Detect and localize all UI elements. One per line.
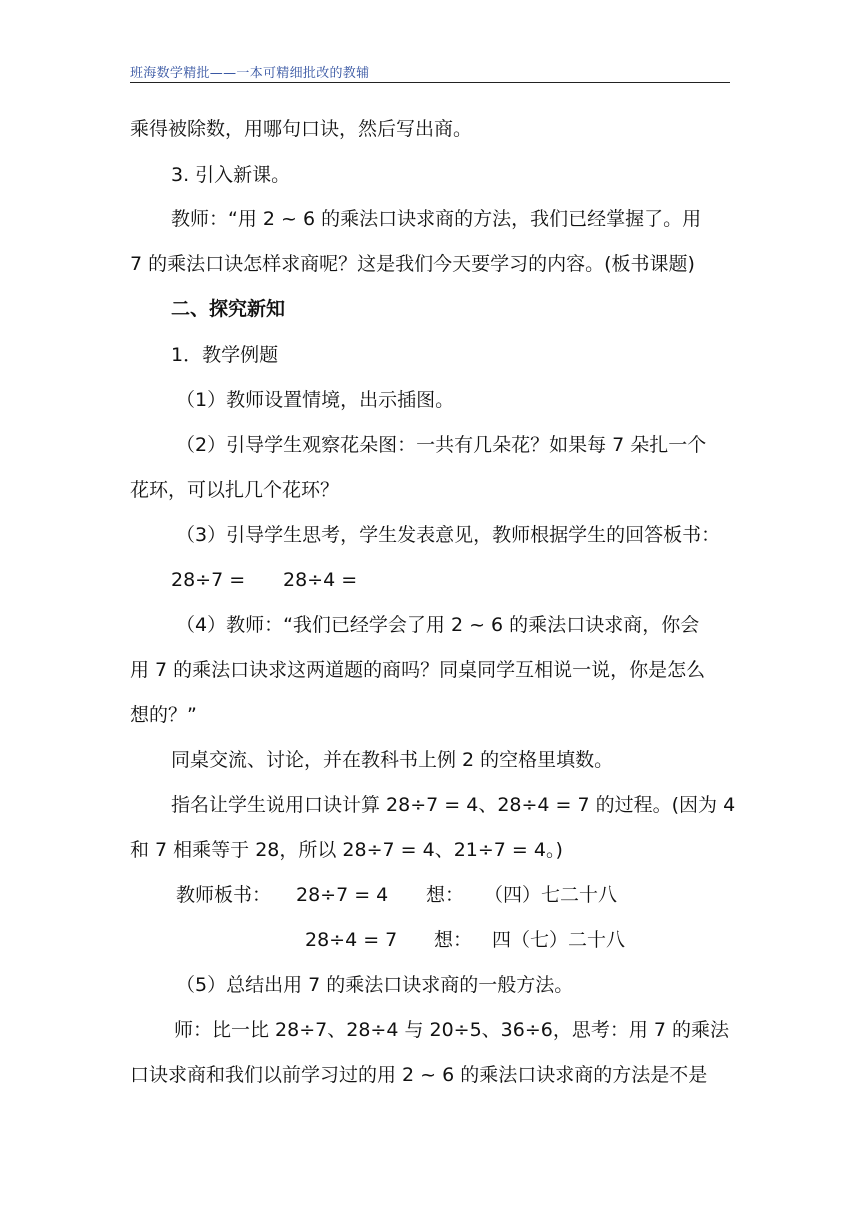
text-line: 1．教学例题 (171, 344, 279, 366)
text-line: 乘得被除数，用哪句口诀，然后写出商。 (130, 118, 473, 140)
board-mnemonic: 四（七）二十八 (492, 929, 626, 951)
text-line: 口诀求商和我们以前学习过的用 2 ~ 6 的乘法口诀求商的方法是不是 (130, 1064, 708, 1086)
text-line: 用 7 的乘法口诀求这两道题的商吗？同桌同学互相说一说，你是怎么 (130, 659, 706, 681)
board-label: 教师板书： (176, 884, 272, 906)
text-line: （1）教师设置情境，出示插图。 (176, 389, 455, 411)
text-line: 师：比一比 28÷7、28÷4 与 20÷5、36÷6，思考：用 7 的乘法 (174, 1019, 730, 1041)
text-line: （2）引导学生观察花朵图：一共有几朵花？如果每 7 朵扎一个 (176, 434, 707, 456)
text-line: 指名让学生说用口诀计算 28÷7 = 4、28÷4 = 7 的过程。(因为 4 (171, 794, 736, 816)
text-line: （4）教师：“我们已经学会了用 2 ~ 6 的乘法口诀求商，你会 (176, 614, 700, 636)
board-equation: 28÷7 = 4 (296, 884, 389, 906)
text-line: 7 的乘法口诀怎样求商呢？这是我们今天要学习的内容。(板书课题) (130, 253, 695, 275)
text-line: 花环，可以扎几个花环？ (130, 479, 340, 501)
text-line: （5）总结出用 7 的乘法口诀求商的一般方法。 (176, 974, 574, 996)
board-think-label: 想： (434, 929, 473, 951)
page-header: 班海数学精批——一本可精细批改的教辅 (130, 66, 370, 81)
text-line: 想的？” (130, 704, 197, 726)
equation: 28÷4 = (283, 569, 358, 591)
text-line: 教师：“用 2 ~ 6 的乘法口诀求商的方法，我们已经掌握了。用 (171, 208, 702, 230)
text-line: （3）引导学生思考，学生发表意见，教师根据学生的回答板书： (176, 524, 721, 546)
board-think-label: 想： (426, 884, 465, 906)
text-line: 和 7 相乘等于 28，所以 28÷7 = 4、21÷7 = 4。) (130, 839, 563, 861)
equation: 28÷7 = (171, 569, 246, 591)
board-equation: 28÷4 = 7 (305, 929, 398, 951)
board-mnemonic: （四）七二十八 (484, 884, 618, 906)
text-line: 3. 引入新课。 (171, 164, 291, 186)
section-heading: 二、探究新知 (171, 298, 286, 320)
header-divider (130, 82, 730, 83)
text-line: 同桌交流、讨论，并在教科书上例 2 的空格里填数。 (171, 749, 614, 771)
